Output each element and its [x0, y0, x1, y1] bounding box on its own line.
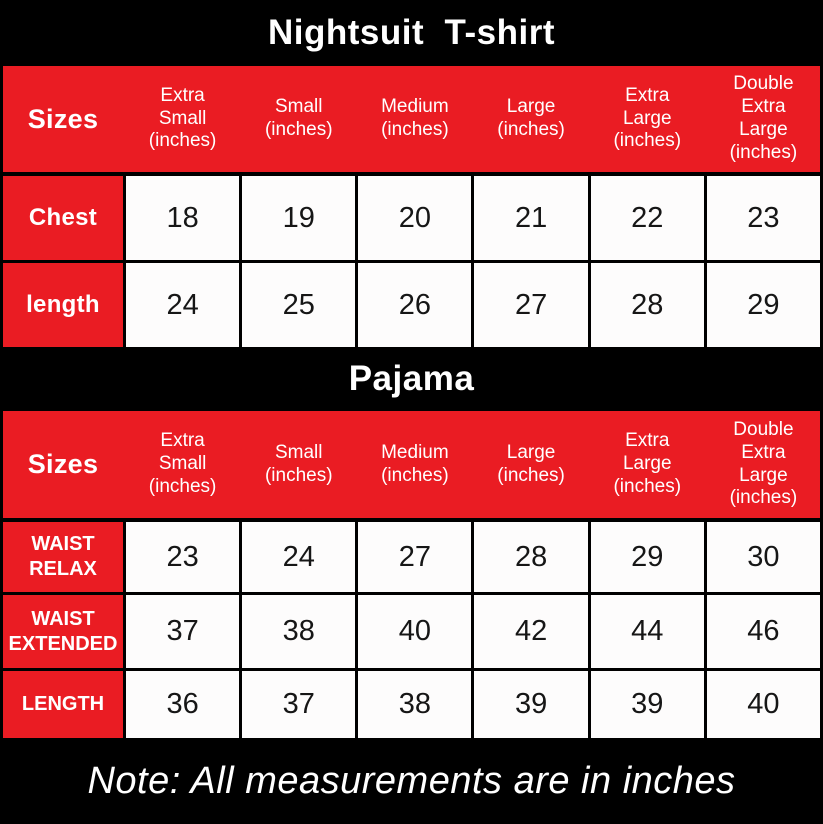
- waist-extended-value-xl: 44: [591, 595, 704, 668]
- tshirt-col-small: Small (inches): [264, 96, 333, 140]
- pajama-length-value-xs: 36: [126, 671, 239, 738]
- row-label-chest: Chest: [3, 176, 123, 260]
- pajama-length-value-xxl: 40: [707, 671, 820, 738]
- table-row-waist-relax: [3, 522, 820, 592]
- pajama-col-medium: Medium (inches): [381, 441, 449, 486]
- waist-extended-value-l: 42: [474, 595, 587, 668]
- waist-extended-value-m: 40: [358, 595, 471, 668]
- chest-value-s: 19: [242, 176, 355, 260]
- pajama-length-value-xl: 39: [591, 671, 704, 738]
- pajama-length-value-l: 39: [474, 671, 587, 738]
- chest-value-l: 21: [474, 176, 587, 260]
- table-row-pajama-length: [3, 671, 820, 738]
- length-value-xl: 28: [591, 263, 704, 347]
- waist-relax-value-xl: 29: [591, 522, 704, 592]
- tshirt-col-extra-small: Extra Small (inches): [148, 84, 217, 152]
- tshirt-sizes-header: Sizes: [27, 103, 99, 134]
- length-value-xxl: 29: [707, 263, 820, 347]
- footer-note-bar: [0, 738, 823, 824]
- tshirt-col-extra-large: Extra Large (inches): [613, 84, 682, 152]
- chest-value-xxl: 23: [707, 176, 820, 260]
- row-label-waist-extended: WAIST EXTENDED: [3, 595, 123, 668]
- pajama-length-value-m: 38: [358, 671, 471, 738]
- pajama-title-bar: [0, 347, 823, 411]
- chest-value-m: 20: [358, 176, 471, 260]
- row-label-waist-relax: WAIST RELAX: [3, 522, 123, 592]
- pajama-table-body: [0, 518, 823, 738]
- tshirt-table-body: [0, 172, 823, 347]
- waist-extended-value-xxl: 46: [707, 595, 820, 668]
- tshirt-size-table: [0, 66, 823, 347]
- chest-value-xl: 22: [591, 176, 704, 260]
- waist-relax-value-xxl: 30: [707, 522, 820, 592]
- table-row-chest: [3, 176, 820, 260]
- length-value-s: 25: [242, 263, 355, 347]
- length-value-m: 26: [358, 263, 471, 347]
- waist-relax-value-xs: 23: [126, 522, 239, 592]
- pajama-col-large: Large (inches): [497, 441, 565, 486]
- waist-extended-value-xs: 37: [126, 595, 239, 668]
- tshirt-title: Nightsuit T-shirt: [267, 13, 556, 52]
- pajama-col-small: Small (inches): [264, 441, 333, 486]
- table-row-length: [3, 263, 820, 347]
- waist-extended-value-s: 38: [242, 595, 355, 668]
- waist-relax-value-m: 27: [358, 522, 471, 592]
- pajama-title: Pajama: [348, 359, 475, 398]
- tshirt-col-large: Large (inches): [497, 96, 565, 140]
- tshirt-col-double-extra-large: Double Extra Large (inches): [729, 73, 798, 163]
- pajama-length-value-s: 37: [242, 671, 355, 738]
- pajama-size-table: [0, 411, 823, 738]
- tshirt-col-medium: Medium (inches): [381, 96, 449, 140]
- measurements-note: Note: All measurements are in inches: [87, 759, 736, 802]
- pajama-col-extra-large: Extra Large (inches): [613, 430, 682, 497]
- pajama-col-extra-small: Extra Small (inches): [148, 430, 217, 497]
- tshirt-title-bar: [0, 0, 823, 66]
- table-row-waist-extended: [3, 595, 820, 668]
- pajama-col-double-extra-large: Double Extra Large (inches): [729, 418, 798, 509]
- waist-relax-value-s: 24: [242, 522, 355, 592]
- length-value-xs: 24: [126, 263, 239, 347]
- waist-relax-value-l: 28: [474, 522, 587, 592]
- row-label-length: length: [3, 263, 123, 347]
- chest-value-xs: 18: [126, 176, 239, 260]
- row-label-pajama-length: LENGTH: [3, 671, 123, 738]
- pajama-header-row: [0, 411, 823, 518]
- tshirt-header-row: [0, 66, 823, 172]
- length-value-l: 27: [474, 263, 587, 347]
- pajama-sizes-header: Sizes: [27, 449, 99, 480]
